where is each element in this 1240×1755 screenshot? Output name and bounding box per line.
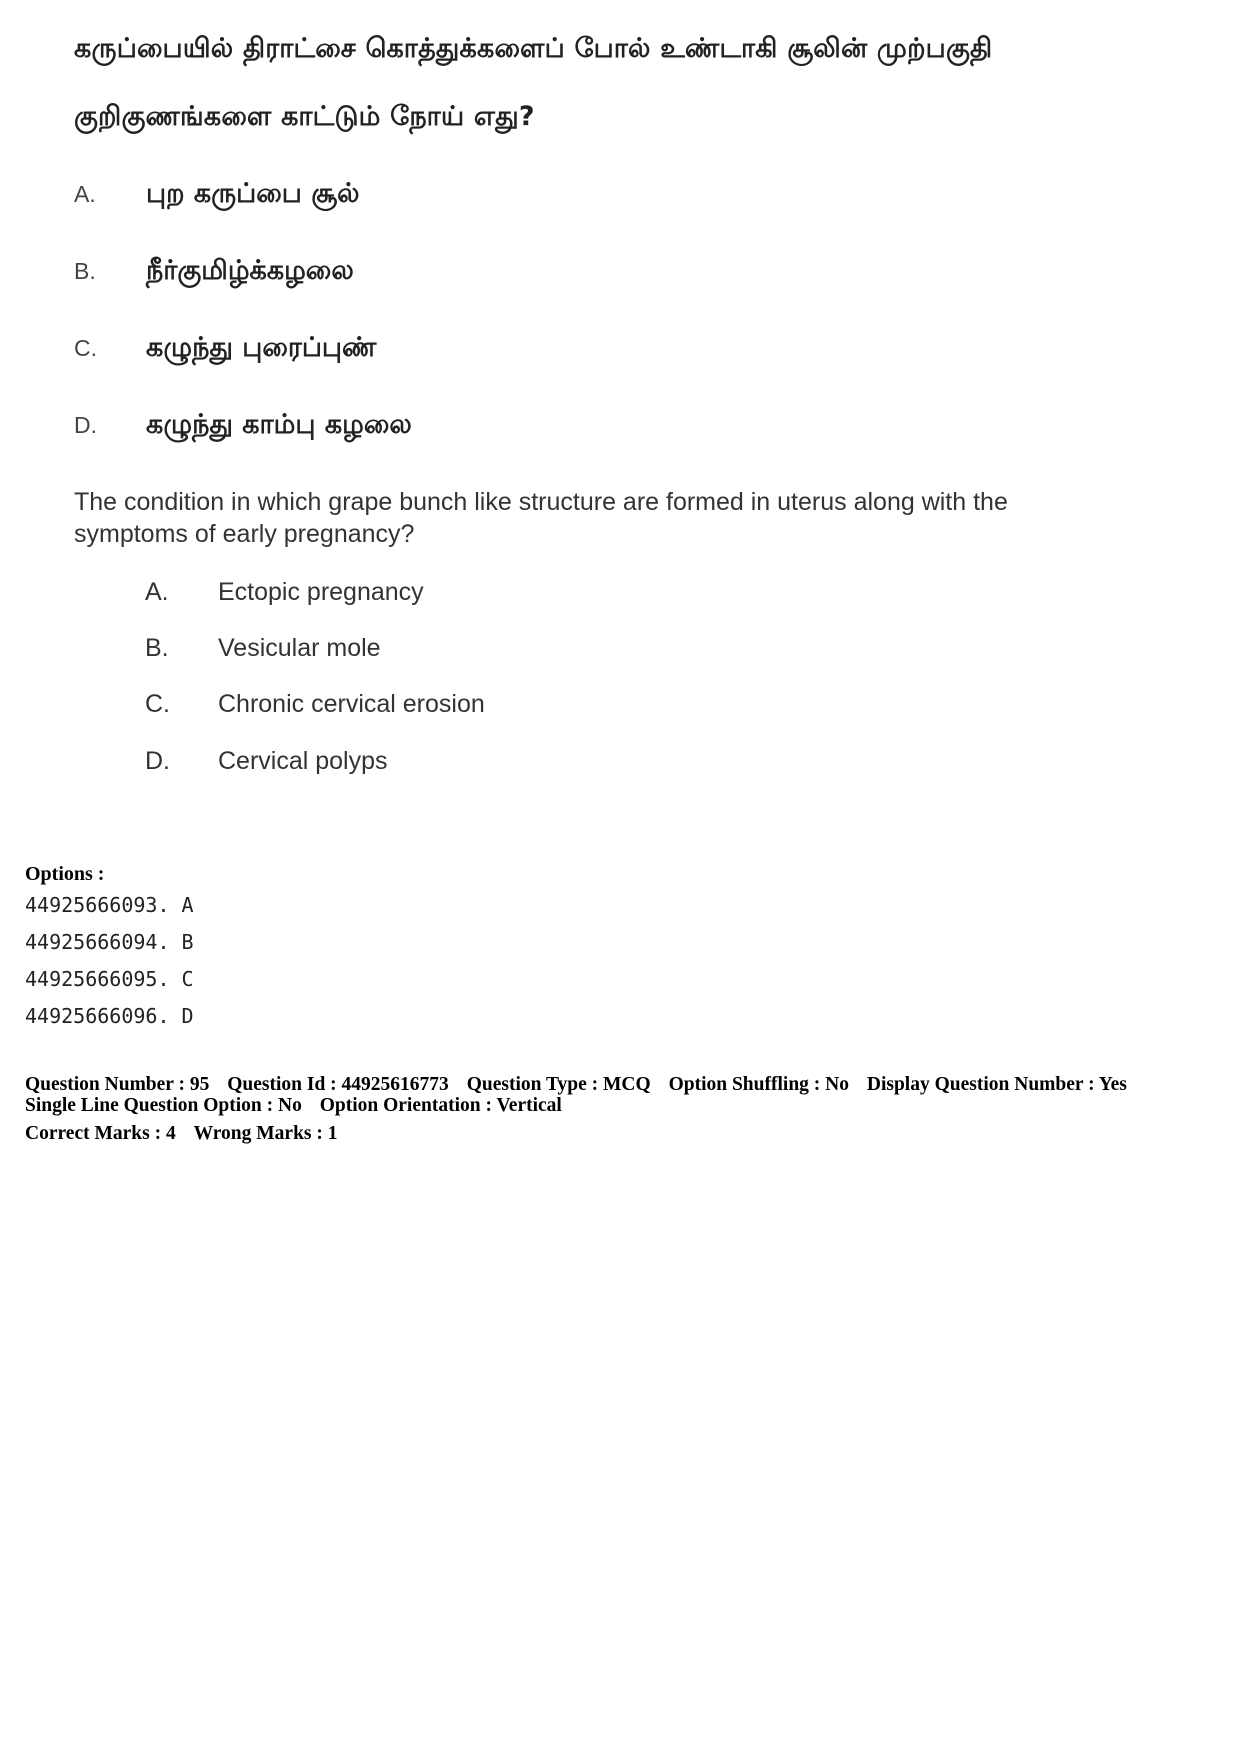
option-id-b: 44925666094. B [25,930,194,954]
option-shuffling: Option Shuffling : No [668,1074,849,1095]
tamil-question-line-2: குறிகுணங்களை காட்டும் நோய் எது? [74,101,535,132]
tamil-option-d [74,409,412,444]
question-meta-line-1 [25,1074,1127,1096]
option-text: Ectopic pregnancy [218,578,424,606]
tamil-option-c [74,332,376,367]
option-letter: B. [74,258,96,284]
english-option-b [145,634,381,663]
wrong-marks: Wrong Marks : 1 [193,1123,338,1144]
single-line-question-option: Single Line Question Option : No [25,1095,302,1116]
option-text: புற கருப்பை சூல் [146,178,360,209]
question-type: Question Type : MCQ [466,1074,651,1095]
option-text: கழுந்து காம்பு கழலை [146,409,412,440]
english-option-d [145,747,388,776]
option-text: Cervical polyps [218,747,388,775]
option-text: நீர்குமிழ்க்கழலை [146,255,354,286]
options-heading: Options : [25,863,105,885]
option-letter: C. [74,335,97,361]
option-id-d: 44925666096. D [25,1004,194,1028]
english-option-c [145,690,485,719]
option-text: Chronic cervical erosion [218,690,485,718]
question-image [0,0,1240,800]
option-letter: D. [74,412,97,438]
tamil-option-a [74,178,360,213]
option-text: கழுந்து புரைப்புண் [146,332,377,363]
tamil-question-line-1: கருப்பையில் திராட்சை கொத்துக்களைப் போல் உண்டாகி சூலின் முற்பகுதி [74,33,993,64]
english-question: The condition in which grape bunch like structure are formed in uterus along with the symptoms of early pregnancy? [74,488,1008,548]
display-question-number: Display Question Number : Yes [866,1074,1127,1095]
question-id: Question Id : 44925616773 [227,1074,449,1095]
option-id-c: 44925666095. C [25,967,194,991]
option-letter: A. [74,181,96,207]
correct-marks: Correct Marks : 4 [25,1123,176,1144]
option-letter: A. [145,578,169,606]
option-letter: B. [145,634,169,662]
english-option-a [145,578,424,607]
question-meta-line-2 [25,1095,562,1117]
option-id-a: 44925666093. A [25,893,194,917]
option-letter: C. [145,690,170,718]
tamil-option-b [74,255,354,290]
option-letter: D. [145,747,170,775]
question-meta-line-3 [25,1123,338,1145]
question-number: Question Number : 95 [25,1074,210,1095]
option-text: Vesicular mole [218,634,381,662]
option-orientation: Option Orientation : Vertical [319,1095,562,1116]
